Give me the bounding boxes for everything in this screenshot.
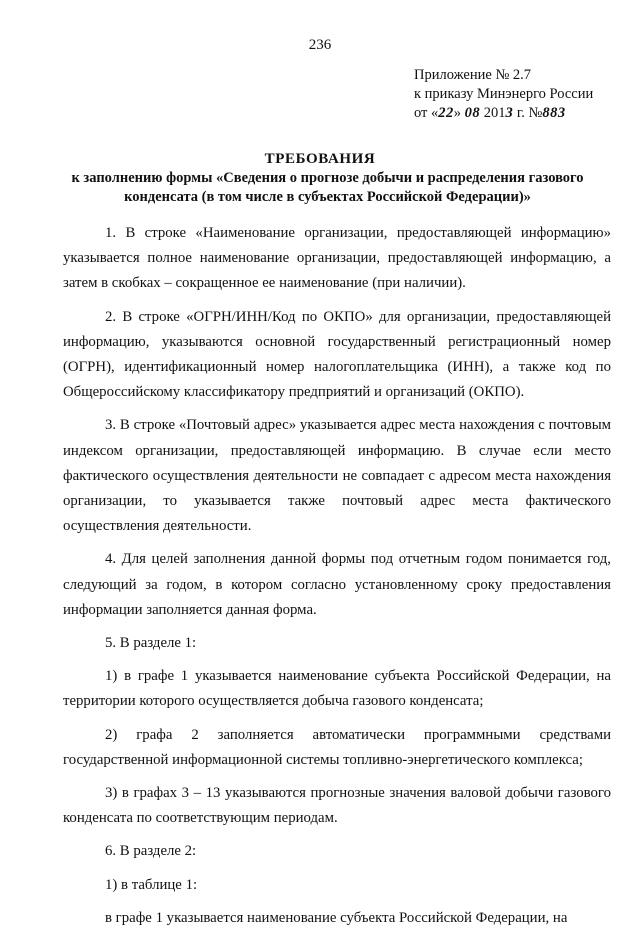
paragraph: 2. В строке «ОГРН/ИНН/Код по ОКПО» для организации, предоставляющей информацию, указываются основной государственный регистрационный номер (ОГРН), идентификационный номер налогоплательщика (ИНН), а также код по Общероссийскому классификатору предприятий и организаций (ОКПО). (63, 308, 611, 401)
paragraph: 6. В разделе 2: (105, 843, 197, 860)
appendix-line-2: к приказу Минэнерго России (414, 86, 594, 102)
date-prefix: от « (414, 105, 439, 121)
document-subtitle: к заполнению формы «Сведения о прогнозе добычи и распределения газового конденсата (в том числе в субъектах Российской Федерации)» (71, 170, 584, 205)
paragraph: 1. В строке «Наименование организации, предоставляющей информацию» указывается полное наименование организации, предоставляющей информацию, а затем в скобках – сокращенное ее наименование (при наличии). (63, 225, 611, 292)
paragraph: 1) в графе 1 указывается наименование субъекта Российской Федерации, на территории которого осуществляется добыча газового конденсата; (63, 668, 611, 710)
appendix-header (414, 66, 614, 123)
document-title: ТРЕБОВАНИЯ (264, 151, 376, 167)
date-mid-2: 201 (480, 105, 506, 121)
date-year-digit: 3 (505, 105, 514, 121)
document-body (63, 221, 611, 939)
page-number: 236 (308, 37, 332, 53)
paragraph: 4. Для целей заполнения данной формы под отчетным годом понимается год, следующий за годом, в котором согласно установленному сроку предоставления информации заполняется данная форма. (63, 551, 611, 618)
paragraph: 5. В разделе 1: (105, 635, 197, 652)
paragraph: 3) в графах 3 – 13 указываются прогнозные значения валовой добычи газового конденсата по соответствующим периодам. (63, 785, 611, 827)
appendix-line-1: Приложение № 2.7 (414, 67, 532, 83)
paragraph: 1) в таблице 1: (105, 876, 198, 893)
date-mid-3: г. № (513, 105, 543, 121)
appendix-date-line (414, 104, 614, 123)
paragraph: 2) графа 2 заполняется автоматически программными средствами государственной информационной системы топливно-энергетического комплекса; (63, 726, 611, 768)
date-month: 08 (464, 105, 481, 121)
paragraph: в графе 1 указывается наименование субъекта Российской Федерации, на (105, 909, 568, 926)
date-day: 22 (438, 105, 454, 121)
date-mid-1: » (453, 105, 465, 121)
order-number: 883 (542, 105, 566, 121)
paragraph: 3. В строке «Почтовый адрес» указывается адрес места нахождения с почтовым индексом организации, предоставляющей информацию. В случае если место фактического осуществления деятельности не совпадает с адресом места нахождения организации, то указывается также почтовый адрес места фактического осуществления деятельности. (63, 417, 611, 535)
